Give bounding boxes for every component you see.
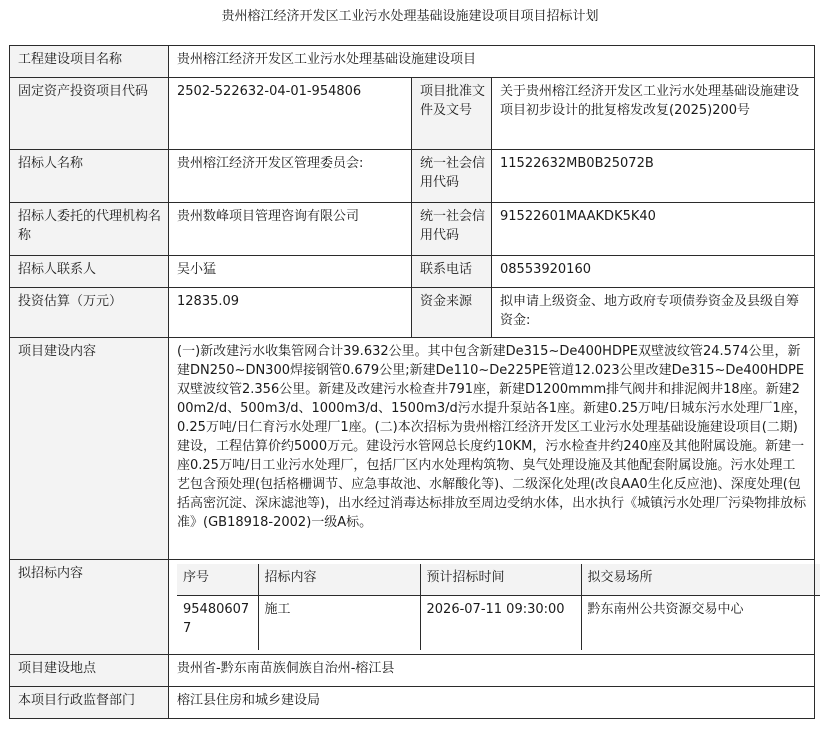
label-contact: 招标人联系人 <box>10 256 169 288</box>
row-construction-content <box>10 338 815 560</box>
label-construction-content: 项目建设内容 <box>10 338 169 560</box>
value-tenderer: 贵州榕江经济开发区管理委员会: <box>169 150 412 203</box>
tender-plan-item-row <box>177 596 820 651</box>
row-investment <box>10 288 815 338</box>
value-supervisor: 榕江县住房和城乡建设局 <box>169 687 815 719</box>
label-agency: 招标人委托的代理机构名称 <box>10 203 169 256</box>
value-project-code: 2502-522632-04-01-954806 <box>169 78 412 150</box>
header-time: 预计招标时间 <box>420 564 581 596</box>
header-seq: 序号 <box>177 564 258 596</box>
label-investment: 投资估算（万元） <box>10 288 169 338</box>
item-content: 施工 <box>258 596 420 651</box>
item-place: 黔东南州公共资源交易中心 <box>581 596 820 651</box>
row-agency <box>10 203 815 256</box>
value-construction-content: (一)新改建污水收集管网合计39.632公里。其中包含新建De315~De400HDPE双壁波纹管24.574公里，新建DN250~DN300焊接钢管0.679公里;新建De110~De225PE管道12.023公里改建De315~De400HDPE双壁波纹管2.356公里。新建及改建污水检查井791座，新建D1200mmm排气阀井和排泥阀井18座。新建200m2/d、500m3/d、1000m3/d、1500m3/d污水提升泵站各1座。新建0.25万吨/日城东污水处理厂1座，0.25万吨/日仁育污水处理厂1座。(二)本次招标为贵州榕江经济开发区工业污水处理基础设施建设项目(二期)建设，工程估算价约5000万元。建设污水管网总长度约10KM，污水检查井约240座及其他附属设施。新建一座0.25万吨/日工业污水处理厂，包括厂区内水处理构筑物、臭气处理设施及其他配套附属设施。污水处理工艺包含预处理(包括格栅调节、应急事故池、水解酸化等)、二级深化处理(改良AA0生化反应池)、深度处理(包括高密沉淀、深床滤池等)，出水经过消毒达标排放至周边受纳水体，出水执行《城镇污水处理厂污染物排放标准》(GB18918-2002)一级A标。 <box>169 338 815 560</box>
header-content: 招标内容 <box>258 564 420 596</box>
value-project-name: 贵州榕江经济开发区工业污水处理基础设施建设项目 <box>169 46 815 78</box>
label-funding-source: 资金来源 <box>412 288 492 338</box>
tender-plan-subtable <box>177 564 820 650</box>
label-location: 项目建设地点 <box>10 655 169 687</box>
value-funding-source: 拟申请上级资金、地方政府专项债券资金及县级自筹资金: <box>492 288 815 338</box>
value-agency: 贵州数峰项目管理咨询有限公司 <box>169 203 412 256</box>
value-tenderer-credit-code: 11522632MB0B25072B <box>492 150 815 203</box>
tender-plan-header-row <box>177 564 820 596</box>
row-tenderer <box>10 150 815 203</box>
row-contact <box>10 256 815 288</box>
label-approval-doc: 项目批准文件及文号 <box>412 78 492 150</box>
value-agency-credit-code: 91522601MAAKDK5K40 <box>492 203 815 256</box>
label-project-code: 固定资产投资项目代码 <box>10 78 169 150</box>
page-title: 贵州榕江经济开发区工业污水处理基础设施建设项目项目招标计划 <box>221 9 599 24</box>
row-supervisor <box>10 687 815 719</box>
row-location <box>10 655 815 687</box>
label-phone: 联系电话 <box>412 256 492 288</box>
value-investment: 12835.09 <box>169 288 412 338</box>
value-phone: 08553920160 <box>492 256 815 288</box>
tender-plan-cell <box>169 560 815 655</box>
label-agency-credit-code: 统一社会信用代码 <box>412 203 492 256</box>
label-project-name: 工程建设项目名称 <box>10 46 169 78</box>
label-tenderer: 招标人名称 <box>10 150 169 203</box>
value-location: 贵州省-黔东南苗族侗族自治州-榕江县 <box>169 655 815 687</box>
value-approval-doc: 关于贵州榕江经济开发区工业污水处理基础设施建设项目初步设计的批复榕发改复(2025)200号 <box>492 78 815 150</box>
header-place: 拟交易场所 <box>581 564 820 596</box>
label-tenderer-credit-code: 统一社会信用代码 <box>412 150 492 203</box>
label-supervisor: 本项目行政监督部门 <box>10 687 169 719</box>
row-project-code <box>10 78 815 150</box>
row-tender-plan <box>10 560 815 655</box>
label-tender-plan: 拟招标内容 <box>10 560 169 655</box>
item-seq: 954806077 <box>183 602 250 636</box>
item-time: 2026-07-11 09:30:00 <box>420 596 581 651</box>
row-project-name <box>10 46 815 78</box>
value-contact: 吴小猛 <box>169 256 412 288</box>
tender-plan-table <box>9 45 815 719</box>
